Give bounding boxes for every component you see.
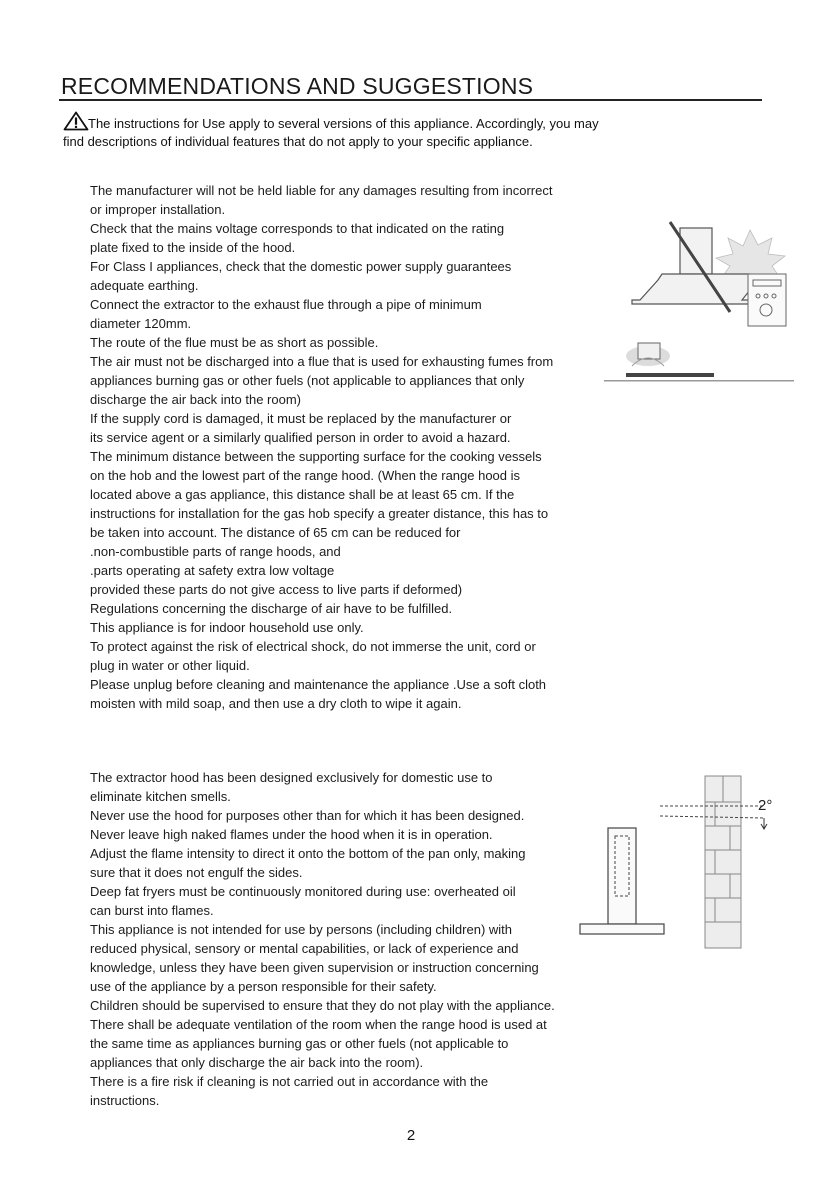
- text-line: moisten with mild soap, and then use a dry cloth to wipe it again.: [90, 696, 462, 711]
- text-line: There is a fire risk if cleaning is not carried out in accordance with the: [90, 1074, 489, 1089]
- text-line: instructions.: [90, 1093, 160, 1108]
- text-line: be taken into account. The distance of 65 cm can be reduced for: [90, 525, 461, 540]
- safety-instructions-section: [90, 181, 605, 713]
- text-line: Please unplug before cleaning and maintenance the appliance .Use a soft cloth: [90, 677, 547, 692]
- text-line: instructions for installation for the gas hob specify a greater distance, this has to: [90, 506, 549, 521]
- text-line: adequate earthing.: [90, 278, 199, 293]
- text-line: its service agent or a similarly qualified person in order to avoid a hazard.: [90, 430, 511, 445]
- angle-label: 2°: [758, 797, 773, 814]
- text-line: Deep fat fryers must be continuously monitored during use: overheated oil: [90, 884, 516, 899]
- text-line: The route of the flue must be as short as possible.: [90, 335, 379, 350]
- notice-line: find descriptions of individual features that do not apply to your specific appliance.: [63, 134, 533, 149]
- text-line: For Class I appliances, check that the domestic power supply guarantees: [90, 259, 512, 274]
- text-line: on the hob and the lowest part of the range hood. (When the range hood is: [90, 468, 521, 483]
- chimney-angle-diagram: [578, 772, 790, 950]
- text-line: This appliance is for indoor household use only.: [90, 620, 364, 635]
- text-line: diameter 120mm.: [90, 316, 192, 331]
- text-line: .non-combustible parts of range hoods, and: [90, 544, 341, 559]
- text-line: If the supply cord is damaged, it must be replaced by the manufacturer or: [90, 411, 512, 426]
- text-line: Check that the mains voltage corresponds to that indicated on the rating: [90, 221, 505, 236]
- text-line: There shall be adequate ventilation of the room when the range hood is used at: [90, 1017, 547, 1032]
- gas-flame-pot: [626, 343, 670, 366]
- page-number: 2: [406, 1127, 416, 1144]
- notice-paragraph: [63, 115, 683, 151]
- brick-wall: [705, 776, 741, 948]
- text-line: discharge the air back into the room): [90, 392, 301, 407]
- notice-line: The instructions for Use apply to several versions of this appliance. Accordingly, you may: [88, 116, 599, 131]
- text-line: located above a gas appliance, this distance shall be at least 65 cm. If the: [90, 487, 515, 502]
- usage-guidelines-section: [90, 768, 605, 1110]
- text-line: provided these parts do not give access to live parts if deformed): [90, 582, 463, 597]
- hood-installation-illustration: [600, 200, 800, 385]
- text-line: .parts operating at safety extra low voltage: [90, 563, 335, 578]
- text-line: The air must not be discharged into a flue that is used for exhausting fumes from: [90, 354, 554, 369]
- text-line: plug in water or other liquid.: [90, 658, 250, 673]
- text-line: Regulations concerning the discharge of air have to be fulfilled.: [90, 601, 453, 616]
- text-line: sure that it does not engulf the sides.: [90, 865, 303, 880]
- text-line: Adjust the flame intensity to direct it onto the bottom of the pan only, making: [90, 846, 526, 861]
- text-line: Never use the hood for purposes other than for which it has been designed.: [90, 808, 525, 823]
- text-line: appliances that only discharge the air back into the room).: [90, 1055, 424, 1070]
- angle-arrow-icon: [761, 818, 767, 829]
- text-line: reduced physical, sensory or mental capabilities, or lack of experience and: [90, 941, 519, 956]
- text-line: or improper installation.: [90, 202, 226, 217]
- text-line: The manufacturer will not be held liable for any damages resulting from incorrect: [90, 183, 553, 198]
- text-line: The minimum distance between the supporting surface for the cooking vessels: [90, 449, 542, 464]
- text-line: eliminate kitchen smells.: [90, 789, 231, 804]
- text-line: Never leave high naked flames under the hood when it is in operation.: [90, 827, 493, 842]
- text-line: knowledge, unless they have been given supervision or instruction concerning: [90, 960, 539, 975]
- title-underline: [59, 99, 762, 101]
- text-line: The extractor hood has been designed exclusively for domestic use to: [90, 770, 493, 785]
- text-line: can burst into flames.: [90, 903, 214, 918]
- cooktop-drawing: [604, 373, 794, 382]
- text-line: To protect against the risk of electrical shock, do not immerse the unit, cord or: [90, 639, 536, 654]
- text-line: plate fixed to the inside of the hood.: [90, 240, 296, 255]
- text-line: appliances burning gas or other fuels (not applicable to appliances that only: [90, 373, 525, 388]
- chimney-hood-drawing: [580, 828, 664, 934]
- control-panel-drawing: [748, 274, 786, 326]
- text-line: Connect the extractor to the exhaust flue through a pipe of minimum: [90, 297, 482, 312]
- text-line: This appliance is not intended for use by persons (including children) with: [90, 922, 513, 937]
- text-line: Children should be supervised to ensure that they do not play with the appliance.: [90, 998, 555, 1013]
- page-title: RECOMMENDATIONS AND SUGGESTIONS: [61, 73, 534, 99]
- text-line: the same time as appliances burning gas or other fuels (not applicable to: [90, 1036, 509, 1051]
- text-line: use of the appliance by a person responsible for their safety.: [90, 979, 437, 994]
